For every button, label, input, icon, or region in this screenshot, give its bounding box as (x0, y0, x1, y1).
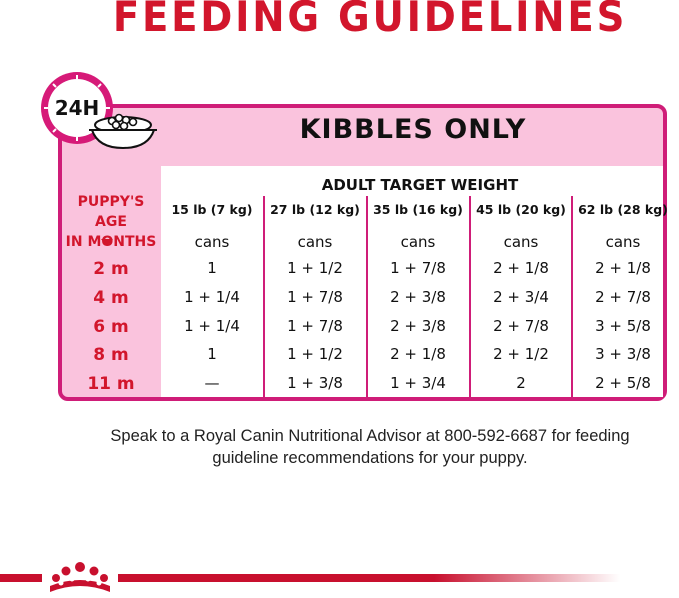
age-label: 11 m (87, 374, 135, 394)
table-cell: — (204, 374, 220, 392)
table-cell: 2 + 5/8 (595, 374, 651, 392)
table-cell: 2 + 1/8 (595, 259, 651, 277)
table-cell: 2 + 3/8 (390, 288, 446, 306)
table-cell: 2 (516, 374, 526, 392)
table-cell: 1 + 3/8 (287, 374, 343, 392)
weight-header: 45 lb (20 kg) (476, 202, 566, 217)
down-arrow-icon (101, 239, 113, 246)
section-title: KIBBLES ONLY (299, 114, 527, 145)
age-label: 8 m (93, 345, 129, 365)
unit-label: cans (503, 233, 539, 251)
table-cell: 2 + 3/8 (390, 317, 446, 335)
table-cell: 1 + 1/4 (184, 288, 240, 306)
table-cell: 1 + 1/2 (287, 345, 343, 363)
unit-label: cans (400, 233, 436, 251)
weight-header: 62 lb (28 kg) (578, 202, 668, 217)
note-line-1: Speak to a Royal Canin Nutritional Advisor at 800-592-6687 for feeding (110, 427, 630, 445)
page-title: FEEDING GUIDELINES (112, 0, 628, 41)
food-bowl-icon (86, 108, 160, 152)
table-cell: 3 + 5/8 (595, 317, 651, 335)
weight-header: 27 lb (12 kg) (270, 202, 360, 217)
clock-label: 24H (54, 96, 100, 120)
table-cell: 1 + 7/8 (287, 288, 343, 306)
weight-header: 35 lb (16 kg) (373, 202, 463, 217)
table-cell: 2 + 3/4 (493, 288, 549, 306)
table-cell: 1 (207, 259, 217, 277)
table-cell: 2 + 1/8 (493, 259, 549, 277)
table-cell: 1 + 3/4 (390, 374, 446, 392)
advisor-note (60, 425, 679, 469)
age-header-line-1: PUPPY'S AGE (77, 194, 145, 230)
royal-canin-crown-logo (42, 556, 118, 596)
age-header-line-2: IN MONTHS (65, 234, 157, 250)
note-line-2: guideline recommendations for your puppy. (212, 449, 528, 467)
table-cell: 2 + 1/2 (493, 345, 549, 363)
unit-label: cans (605, 233, 641, 251)
age-label: 6 m (93, 317, 129, 337)
weight-header: 15 lb (7 kg) (171, 202, 253, 217)
table-cell: 1 + 7/8 (287, 317, 343, 335)
table-cell: 1 + 1/4 (184, 317, 240, 335)
age-label: 4 m (93, 288, 129, 308)
age-label: 2 m (93, 259, 129, 279)
table-cell: 2 + 7/8 (493, 317, 549, 335)
unit-label: cans (194, 233, 230, 251)
table-cell: 1 + 7/8 (390, 259, 446, 277)
unit-label: cans (297, 233, 333, 251)
target-weight-header: ADULT TARGET WEIGHT (321, 176, 519, 194)
table-cell: 1 (207, 345, 217, 363)
table-cell: 1 + 1/2 (287, 259, 343, 277)
table-cell: 3 + 3/8 (595, 345, 651, 363)
table-cell: 2 + 7/8 (595, 288, 651, 306)
table-cell: 2 + 1/8 (390, 345, 446, 363)
